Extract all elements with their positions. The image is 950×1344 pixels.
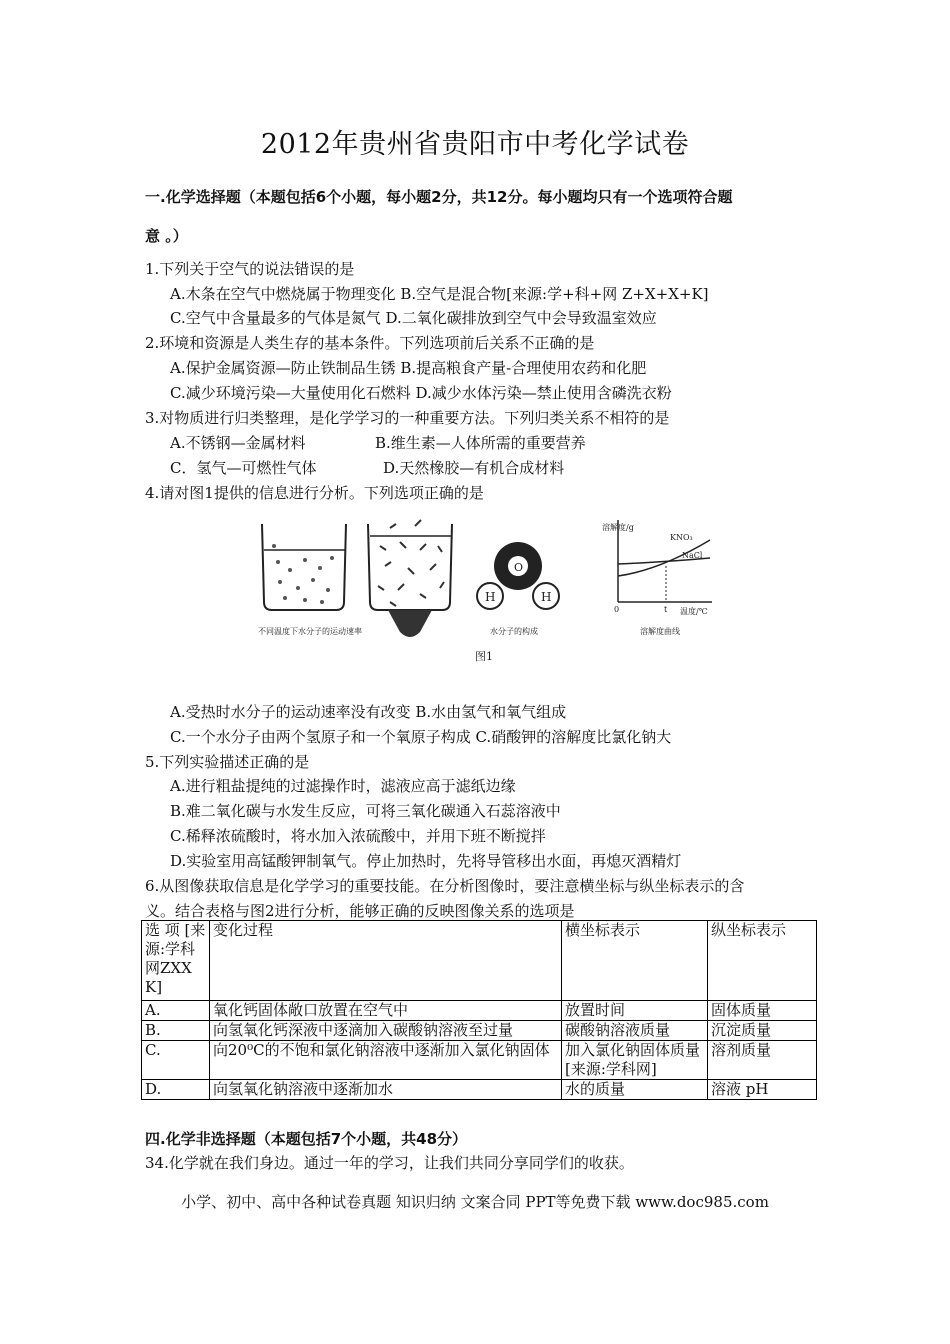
question-3-option-a: A.不锈钢—金属材料 <box>170 434 306 452</box>
question-2-options-ab: A.保护金属资源—防止铁制品生锈 B.提高粮食产量-合理使用农药和化肥 <box>170 359 647 377</box>
svg-text:t: t <box>664 605 668 614</box>
section-1-heading-cont: 意 。） <box>145 227 188 245</box>
question-3-option-c: C．氢气—可燃性气体 <box>170 459 317 477</box>
question-5-option-a: A.进行粗盐提纯的过滤操作时，滤液应高于滤纸边缘 <box>170 777 516 795</box>
question-6-table <box>141 920 817 1100</box>
solubility-graph <box>602 520 712 616</box>
question-1-stem: 1.下列关于空气的说法错误的是 <box>145 260 355 278</box>
table-cell: D. <box>142 1080 210 1100</box>
question-1-options-cd: C.空气中含量最多的气体是氮气 D.二氧化碳排放到空气中会导致温室效应 <box>170 309 657 327</box>
table-cell: 碳酸钠溶液质量 <box>562 1021 708 1041</box>
table-cell: 溶液 pH <box>708 1080 817 1100</box>
question-5-option-c: C.稀释浓硫酸时，将水加入浓硫酸中，并用下班不断搅拌 <box>170 827 546 845</box>
svg-text:O: O <box>514 561 524 574</box>
page-title: 2012年贵州省贵阳市中考化学试卷 <box>260 129 690 160</box>
table-cell: 固体质量 <box>708 1001 817 1021</box>
table-cell: 沉淀质量 <box>708 1021 817 1041</box>
question-1-options-ab: A.木条在空气中燃烧属于物理变化 B.空气是混合物[来源:学+科+网 Z+X+X+K] <box>170 285 709 303</box>
table-cell: 加入氯化钠固体质量[来源:学科网] <box>562 1041 708 1080</box>
question-3-stem: 3.对物质进行归类整理，是化学学习的一种重要方法。下列归类关系不相符的是 <box>145 409 670 427</box>
section-1-heading: 一.化学选择题（本题包括6个小题，每小题2分，共12分。每小题均只有一个选项符合题 <box>145 188 733 206</box>
figure-label: 图1 <box>475 650 493 663</box>
question-5-option-d: D.实验室用高锰酸钾制氧气。停止加热时，先将导管移出水面，再熄灭酒精灯 <box>170 852 682 870</box>
question-3-option-b: B.维生素—人体所需的重要营养 <box>375 434 586 452</box>
question-6-stem-line2: 义。结合表格与图2进行分析，能够正确的反映图像关系的选项是 <box>145 902 575 920</box>
beaker-heated-icon <box>368 520 452 637</box>
table-cell: 向20⁰C的不饱和氯化钠溶液中逐渐加入氯化钠固体 <box>210 1041 562 1080</box>
table-cell: 溶剂质量 <box>708 1041 817 1080</box>
table-row <box>142 1021 817 1041</box>
svg-text:KNO₃: KNO₃ <box>670 533 693 542</box>
section-4-heading: 四.化学非选择题（本题包括7个小题，共48分） <box>145 1130 468 1148</box>
question-2-stem: 2.环境和资源是人类生存的基本条件。下列选项前后关系不正确的是 <box>145 334 595 352</box>
table-row <box>142 1041 817 1080</box>
figure-caption-left: 不同温度下水分子的运动速率 <box>258 627 362 636</box>
table-cell: 水的质量 <box>562 1080 708 1100</box>
table-cell: B. <box>142 1021 210 1041</box>
table-row <box>142 1080 817 1100</box>
table-header-cell: 选 项 [来源:学科网ZXXK] <box>142 921 210 1001</box>
question-5-option-b: B.难二氧化碳与水发生反应，可将三氧化碳通入石蕊溶液中 <box>170 802 561 820</box>
question-5-stem: 5.下列实验描述正确的是 <box>145 753 310 771</box>
table-header-cell: 纵坐标表示 <box>708 921 817 1001</box>
table-cell: 向氢氧化钙深液中逐滴加入碳酸钠溶液至过量 <box>210 1021 562 1041</box>
figure-1 <box>250 510 720 675</box>
svg-text:0: 0 <box>614 605 620 614</box>
table-cell: 向氢氧化钠溶液中逐渐加水 <box>210 1080 562 1100</box>
table-cell: C. <box>142 1041 210 1080</box>
table-header-row <box>142 921 817 1001</box>
figure-caption-right: 溶解度曲线 <box>640 627 680 636</box>
svg-text:H: H <box>541 590 552 604</box>
water-molecule-icon <box>477 542 559 609</box>
page-footer: 小学、初中、高中各种试卷真题 知识归纳 文案合同 PPT等免费下载 www.doc985.com <box>181 1193 769 1211</box>
question-3-option-d: D.天然橡胶—有机合成材料 <box>383 459 565 477</box>
svg-text:溶解度/g: 溶解度/g <box>602 523 634 532</box>
svg-text:温度/℃: 温度/℃ <box>680 607 708 616</box>
question-4-options-ab: A.受热时水分子的运动速率没有改变 B.水由氢气和氧气组成 <box>170 703 567 721</box>
svg-text:NaCl: NaCl <box>682 551 703 560</box>
table-cell: 氧化钙固体敞口放置在空气中 <box>210 1001 562 1021</box>
question-2-options-cd: C.减少环境污染—大量使用化石燃料 D.减少水体污染—禁止使用含磷洗衣粉 <box>170 384 672 402</box>
table-header-cell: 变化过程 <box>210 921 562 1001</box>
table-row <box>142 1001 817 1021</box>
table-header-cell: 横坐标表示 <box>562 921 708 1001</box>
question-6-stem-line1: 6.从图像获取信息是化学学习的重要技能。在分析图像时，要注意横坐标与纵坐标表示的含 <box>145 877 745 895</box>
question-4-options-cd: C.一个水分子由两个氢原子和一个氧原子构成 C.硝酸钾的溶解度比氯化钠大 <box>170 728 672 746</box>
table-cell: A. <box>142 1001 210 1021</box>
figure-caption-mid: 水分子的构成 <box>490 627 538 636</box>
question-34-stem: 34.化学就在我们身边。通过一年的学习，让我们共同分享同学们的收获。 <box>145 1154 634 1172</box>
beaker-cold-icon <box>262 524 346 610</box>
svg-text:H: H <box>485 590 496 604</box>
question-4-stem: 4.请对图1提供的信息进行分析。下列选项正确的是 <box>145 484 484 502</box>
table-cell: 放置时间 <box>562 1001 708 1021</box>
